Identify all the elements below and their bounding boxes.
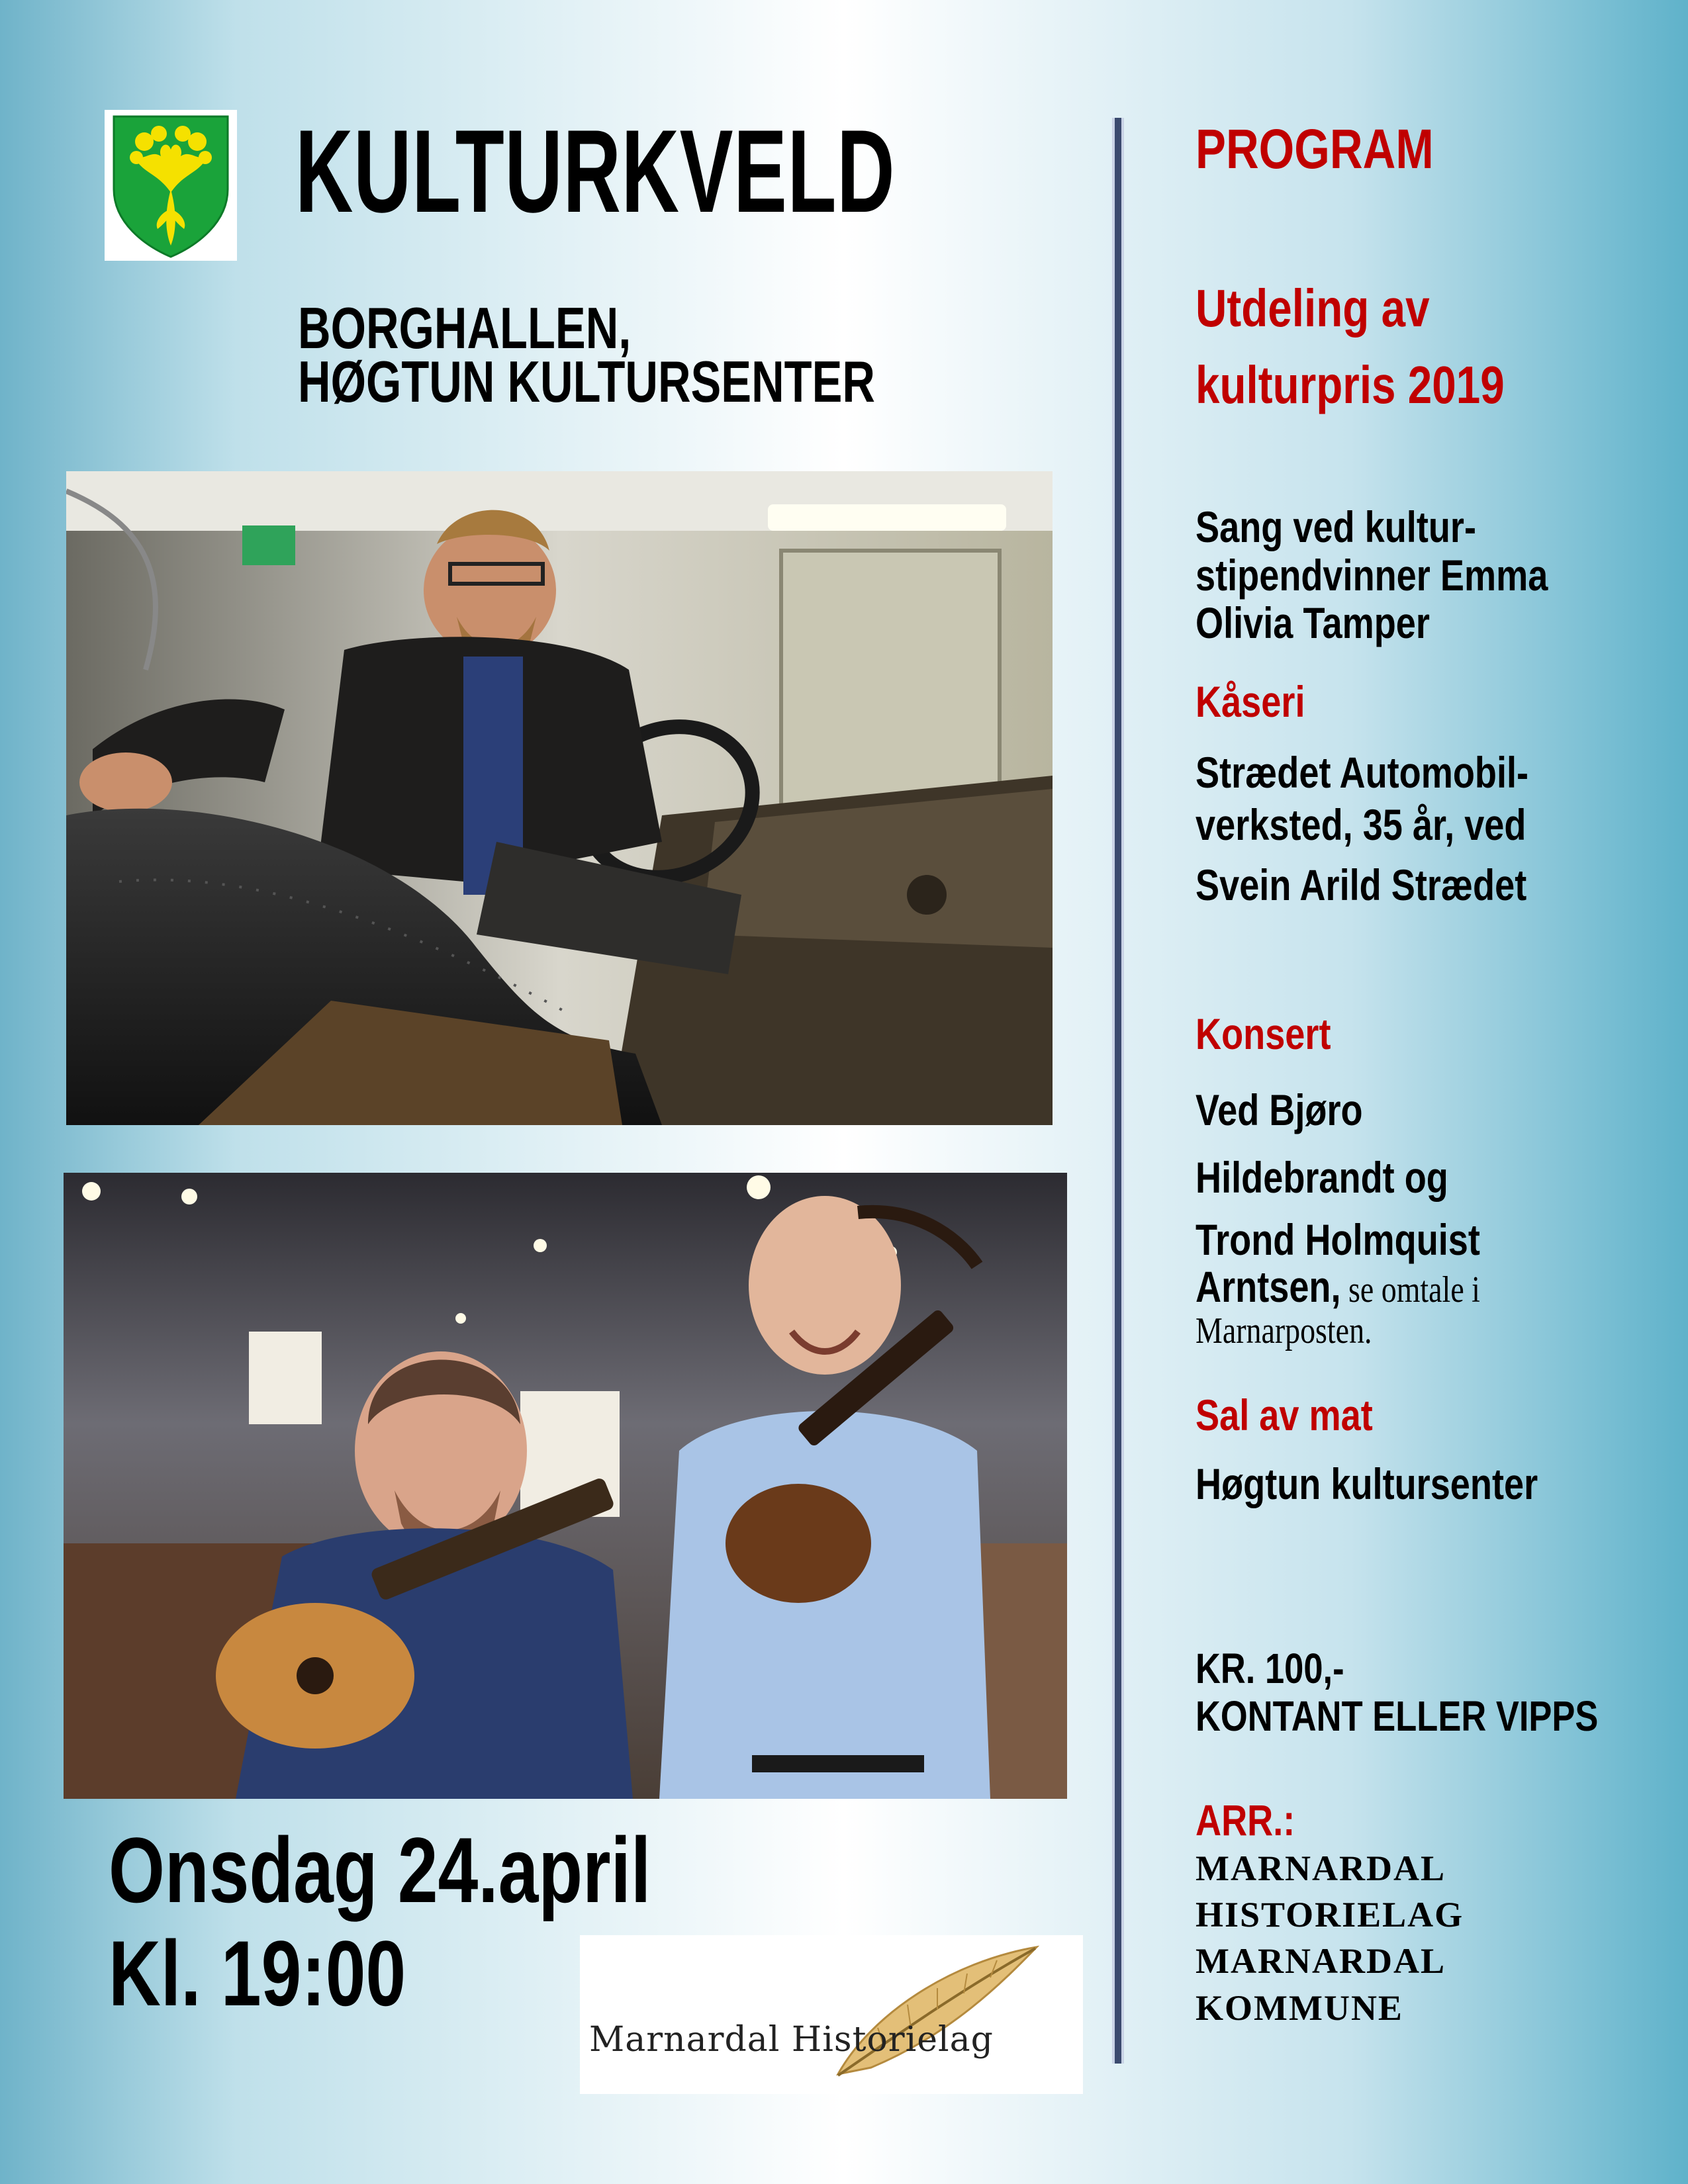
arr-block bbox=[1196, 1845, 1464, 2031]
award-line-1: Utdeling av bbox=[1196, 279, 1430, 338]
causerie-line-2: verksted, 35 år, ved bbox=[1196, 800, 1526, 850]
price-line-1: KR. 100,- bbox=[1196, 1645, 1344, 1692]
arr-line-1: MARNARDAL bbox=[1196, 1848, 1446, 1888]
concert-line-4 bbox=[1196, 1263, 1480, 1310]
arr-line-2: HISTORIELAG bbox=[1196, 1895, 1464, 1935]
arr-line-4: KOMMUNE bbox=[1196, 1987, 1403, 2028]
causerie-line-3: Svein Arild Strædet bbox=[1196, 860, 1527, 910]
song-line-2: stipendvinner Emma bbox=[1196, 550, 1548, 600]
award-block bbox=[1196, 270, 1505, 424]
song-line-1: Sang ved kultur- bbox=[1196, 502, 1477, 551]
price-line-2: KONTANT ELLER VIPPS bbox=[1196, 1692, 1599, 1740]
concert-block bbox=[1196, 1076, 1448, 1212]
event-time: Kl. 19:00 bbox=[109, 1921, 406, 2025]
venue-line-2: HØGTUN KULTURSENTER bbox=[298, 348, 875, 414]
concert-line-1: Ved Bjøro bbox=[1196, 1085, 1363, 1134]
price-block bbox=[1196, 1645, 1598, 1740]
venue bbox=[298, 295, 875, 414]
causerie-line-1: Strædet Automobil- bbox=[1196, 748, 1529, 797]
program-heading: PROGRAM bbox=[1196, 118, 1434, 180]
page-title: KULTURKVELD bbox=[295, 105, 896, 237]
concert-line-5: Marnarposten. bbox=[1196, 1310, 1372, 1351]
concert-block-2 bbox=[1196, 1216, 1480, 1351]
food-line: Høgtun kultursenter bbox=[1196, 1459, 1538, 1508]
crest-icon bbox=[105, 110, 237, 261]
feather-quill-icon bbox=[580, 1935, 1083, 2094]
arr-heading: ARR.: bbox=[1196, 1796, 1295, 1844]
causerie-heading: Kåseri bbox=[1196, 677, 1305, 726]
historielag-logo bbox=[580, 1935, 1083, 2094]
food-heading: Sal av mat bbox=[1196, 1390, 1373, 1439]
arr-line-3: MARNARDAL bbox=[1196, 1941, 1446, 1981]
song-block bbox=[1196, 503, 1548, 647]
song-line-3: Olivia Tamper bbox=[1196, 598, 1430, 648]
photo-musicians-concert bbox=[64, 1173, 1067, 1799]
venue-line-1: BORGHALLEN, bbox=[298, 295, 632, 361]
concert-heading: Konsert bbox=[1196, 1009, 1331, 1058]
event-date: Onsdag 24.april bbox=[109, 1818, 651, 1922]
column-divider bbox=[1112, 118, 1124, 2064]
award-line-2: kulturpris 2019 bbox=[1196, 355, 1505, 414]
concert-line-2: Hildebrandt og bbox=[1196, 1153, 1448, 1203]
historielag-logo-text: Marnardal Historielag bbox=[589, 2020, 994, 2060]
causerie-block bbox=[1196, 747, 1528, 912]
concert-line-3: Trond Holmquist bbox=[1196, 1215, 1480, 1264]
concert-name-bold: Arntsen, bbox=[1196, 1262, 1341, 1312]
municipality-crest bbox=[105, 110, 237, 261]
photo-man-in-vintage-car bbox=[66, 471, 1053, 1125]
concert-line-4-rest: se omtale i bbox=[1340, 1269, 1480, 1311]
